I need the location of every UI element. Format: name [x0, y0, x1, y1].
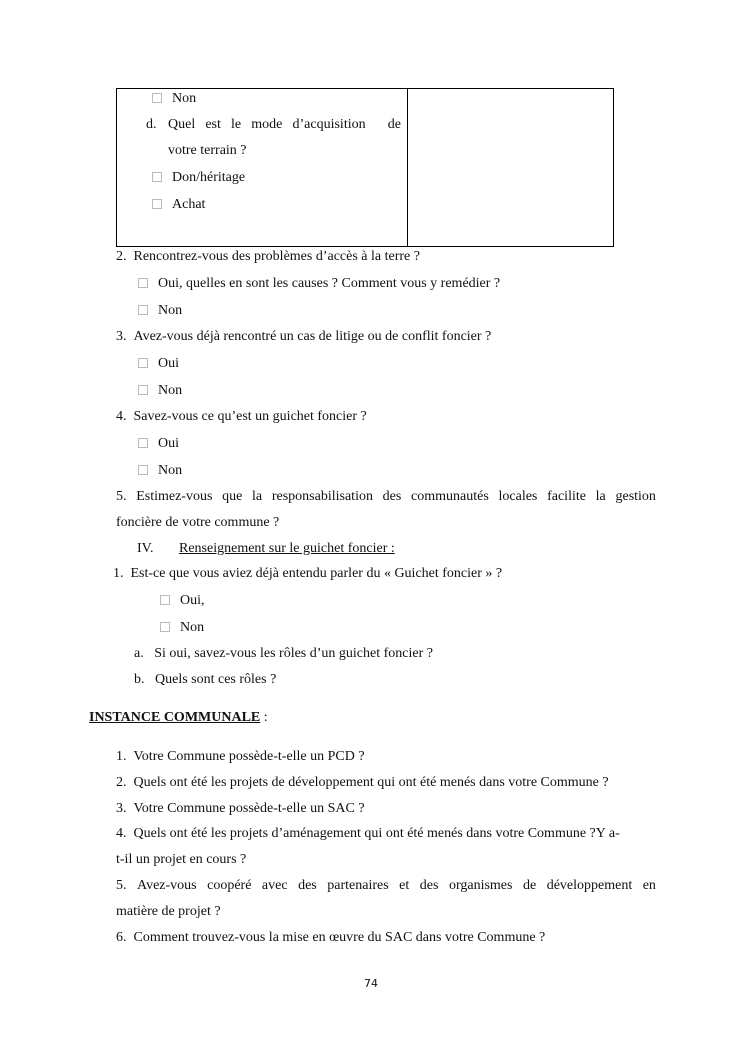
q4-option-2: Non — [138, 462, 182, 480]
s4q1-option-2: Non — [160, 619, 204, 637]
table-option-don: Don/héritage — [152, 169, 245, 187]
checkbox-icon[interactable] — [152, 199, 162, 209]
questionnaire-table — [116, 88, 614, 247]
checkbox-icon[interactable] — [152, 172, 162, 182]
commune-question-1: 1. Votre Commune possède-t-elle un PCD ? — [116, 749, 365, 764]
commune-question-6: 6. Comment trouvez-vous la mise en œuvre du SAC dans votre Commune ? — [116, 930, 546, 945]
question-4: 4. Savez-vous ce qu’est un guichet foncier ? — [116, 409, 367, 424]
checkbox-icon[interactable] — [160, 622, 170, 632]
table-question-d-number: d. — [146, 117, 157, 132]
table-option-non: Non — [152, 90, 196, 108]
q4-option-1: Oui — [138, 435, 179, 453]
q2-option-2: Non — [138, 302, 182, 320]
question-3: 3. Avez-vous déjà rencontré un cas de litige ou de conflit foncier ? — [116, 329, 492, 344]
checkbox-icon[interactable] — [160, 595, 170, 605]
section-4-title: Renseignement sur le guichet foncier : — [179, 541, 395, 556]
table-option-achat: Achat — [152, 196, 205, 214]
question-5-line1: 5. Estimez-vous que la responsabilisation des communautés locales facilite la gestion — [116, 489, 656, 504]
table-question-d-line2: votre terrain ? — [168, 143, 247, 158]
checkbox-icon[interactable] — [152, 93, 162, 103]
commune-question-3: 3. Votre Commune possède-t-elle un SAC ? — [116, 801, 365, 816]
commune-question-4-line1: 4. Quels ont été les projets d’aménagement qui ont été menés dans votre Commune ?Y a- — [116, 826, 620, 841]
table-question-d-line1: Quel est le mode d’acquisition de — [168, 117, 401, 132]
q3-option-2: Non — [138, 382, 182, 400]
checkbox-icon[interactable] — [138, 385, 148, 395]
s4q1-option-1: Oui, — [160, 592, 205, 610]
commune-question-5-line2: matière de projet ? — [116, 904, 221, 919]
commune-question-4-line2: t-il un projet en cours ? — [116, 852, 247, 867]
s4-question-1: 1. Est-ce que vous aviez déjà entendu parler du « Guichet foncier » ? — [113, 566, 503, 581]
q3-option-1: Oui — [138, 355, 179, 373]
checkbox-icon[interactable] — [138, 278, 148, 288]
s4-question-b: b. Quels sont ces rôles ? — [134, 672, 277, 687]
commune-question-2: 2. Quels ont été les projets de développement qui ont été menés dans votre Commune ? — [116, 775, 609, 790]
instance-communale-heading: INSTANCE COMMUNALE : — [89, 710, 268, 725]
checkbox-icon[interactable] — [138, 305, 148, 315]
question-5-line2: foncière de votre commune ? — [116, 515, 280, 530]
question-2: 2. Rencontrez-vous des problèmes d’accès à la terre ? — [116, 249, 420, 264]
checkbox-icon[interactable] — [138, 358, 148, 368]
table-column-divider — [407, 89, 408, 246]
checkbox-icon[interactable] — [138, 438, 148, 448]
section-4-number: IV. — [137, 541, 154, 556]
checkbox-icon[interactable] — [138, 465, 148, 475]
commune-question-5-line1: 5. Avez-vous coopéré avec des partenaires et des organismes de développement en — [116, 878, 656, 893]
page-number: 74 — [364, 977, 378, 990]
q2-option-1: Oui, quelles en sont les causes ? Comment vous y remédier ? — [138, 275, 500, 293]
s4-question-a: a. Si oui, savez-vous les rôles d’un guichet foncier ? — [134, 646, 433, 661]
